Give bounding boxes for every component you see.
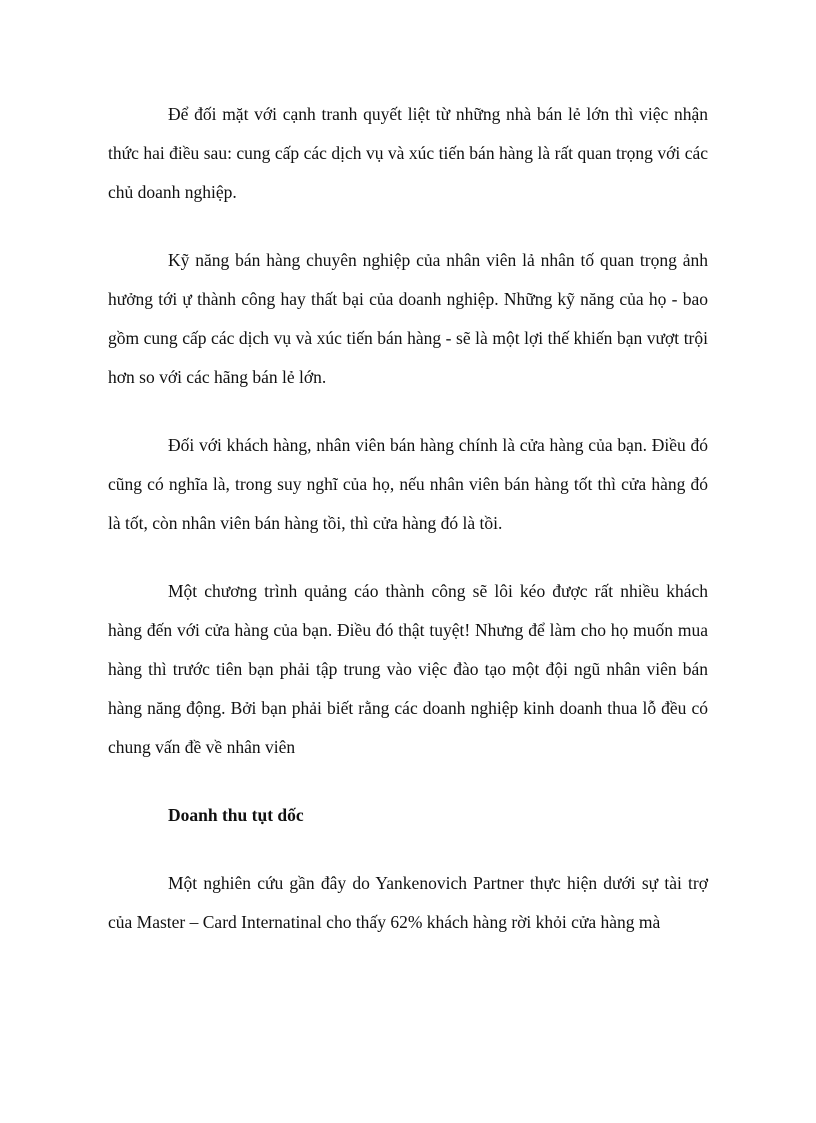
document-body — [108, 95, 708, 942]
section-heading: Doanh thu tụt dốc — [168, 805, 304, 825]
paragraph-research: Một nghiên cứu gần đây do Yankenovich Partner thực hiện dưới sự tài trợ của Master – Card Internatinal cho thấy 62% khách hàng rời khỏi cửa hàng mà — [108, 873, 708, 932]
paragraph-customer-view: Đối với khách hàng, nhân viên bán hàng chính là cửa hàng của bạn. Điều đó cũng có nghĩa là, trong suy nghĩ của họ, nếu nhân viên bán hàng tốt thì cửa hàng đó là tốt, còn nhân viên bán hàng tồi, thì cửa hàng đó là tồi. — [108, 435, 708, 533]
paragraph-competition: Để đối mặt với cạnh tranh quyết liệt từ những nhà bán lẻ lớn thì việc nhận thức hai điều sau: cung cấp các dịch vụ và xúc tiến bán hàng là rất quan trọng với các chủ doanh nghiệp. — [108, 104, 708, 202]
paragraph-sales-skills: Kỹ năng bán hàng chuyên nghiệp của nhân viên lả nhân tố quan trọng ảnh hưởng tới ự thành công hay thất bại của doanh nghiệp. Những kỹ năng của họ - bao gồm cung cấp các dịch vụ và xúc tiến bán hàng - sẽ là một lợi thế khiến bạn vượt trội hơn so với các hãng bán lẻ lớn. — [108, 250, 708, 387]
paragraph-advertising: Một chương trình quảng cáo thành công sẽ lôi kéo được rất nhiều khách hàng đến với cửa hàng của bạn. Điều đó thật tuyệt! Nhưng để làm cho họ muốn mua hàng thì trước tiên bạn phải tập trung vào việc đào tạo một đội ngũ nhân viên bán hàng năng động. Bởi bạn phải biết rằng các doanh nghiệp kinh doanh thua lỗ đều có chung vấn đề về nhân viên — [108, 581, 708, 757]
